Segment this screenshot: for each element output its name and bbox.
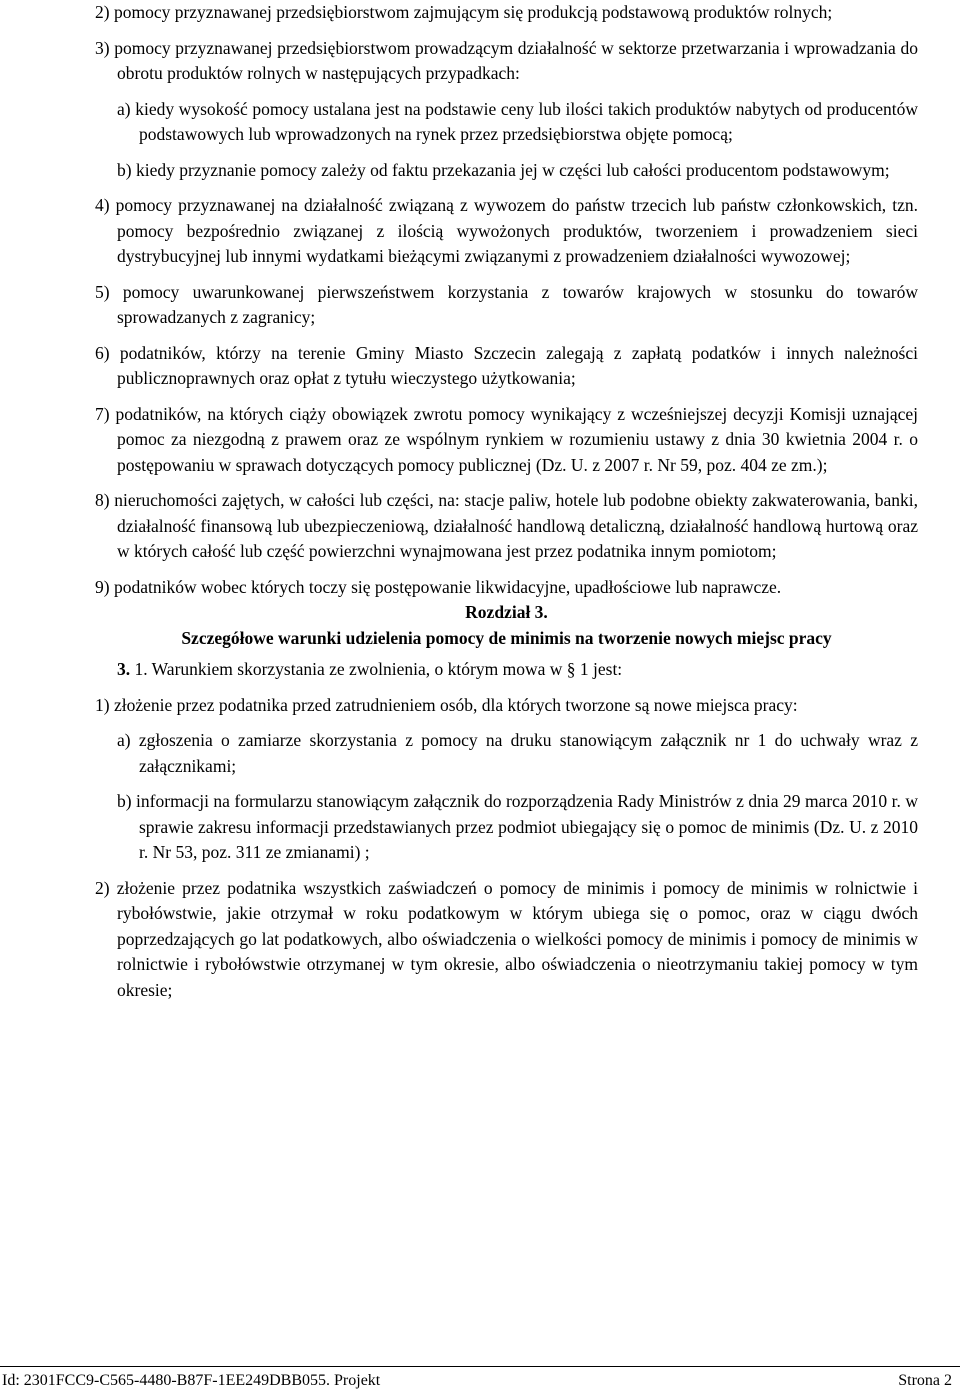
list-item: 4) pomocy przyznawanej na działalność związaną z wywozem do państw trzecich lub państw członkowskich, tzn. pomocy bezpośrednio związanej z ilością wywożonych produktów, tworzeniem i prowadzeniem sieci dystrybucyjnej lub innymi wydatkami bieżącymi związanymi z prowadzeniem działalności wywozowej; xyxy=(95,195,918,266)
list-item: b) kiedy przyznanie pomocy zależy od faktu przekazania jej w części lub całości producentom podstawowym; xyxy=(117,159,890,180)
list-item: b) informacji na formularzu stanowiącym załącznik do rozporządzenia Rady Ministrów z dnia 29 marca 2010 r. w sprawie zakresu informacji przedstawianych przez podmiot ubiegający się o pomoc de minimis (Dz. U. z 2010 r. Nr 53, poz. 311 ze zmianami) ; xyxy=(117,791,918,862)
list-item: 2) pomocy przyznawanej przedsiębiorstwom zajmującym się produkcją podstawową produktów rolnych; xyxy=(95,2,833,22)
paragraph-number: 3. xyxy=(117,659,131,679)
list-item: 2) złożenie przez podatnika wszystkich zaświadczeń o pomocy de minimis i pomocy de minimis w rolnictwie i rybołówstwie, jakie otrzymał w roku podatkowym w którym ubiega się o pomoc, oraz w ciągu dwóch poprzedzających go lat podatkowych, albo oświadczenia o wielkości pomocy de minimis i pomocy de minimis w rolnictwie i rybołówstwie otrzymanej w tym okresie, albo oświadczenia o nieotrzymaniu takiej pomocy w tym okresie; xyxy=(95,877,918,1000)
list-item: 8) nieruchomości zajętych, w całości lub części, na: stacje paliw, hotele lub podobne obiekty zakwaterowania, banki, działalność finansową lub ubezpieczeniową, działalność handlową detaliczną, działalność handlową hurtową oraz w których całość lub część powierzchni wynajmowana jest przez podatnika innym pomiotom; xyxy=(95,490,918,561)
chapter-title: Rozdział 3. xyxy=(465,602,548,622)
exclusion-list xyxy=(95,0,918,600)
list-item: 5) pomocy uwarunkowanej pierwszeństwem korzystania z towarów krajowych w stosunku do towarów sprowadzanych z zagranicy; xyxy=(95,281,918,327)
list-item: 6) podatników, którzy na terenie Gminy Miasto Szczecin zalegają z zapłatą podatków i innych należności publicznoprawnych oraz opłat z tytułu wieczystego użytkowania; xyxy=(95,342,918,388)
chapter-subtitle: Szczegółowe warunki udzielenia pomocy de minimis na tworzenie nowych miejsc pracy xyxy=(181,627,832,648)
list-item: 7) podatników, na których ciąży obowiązek zwrotu pomocy wynikający z wcześniejszej decyzji Komisji uznającej pomoc za niezgodną z prawem oraz ze wspólnym rynkiem w rozumieniu ustawy z dnia 30 kwietnia 2004 r. o postępowaniu w sprawach dotyczących pomocy publicznej (Dz. U. z 2007 r. Nr 59, poz. 404 ze zm.); xyxy=(95,403,918,475)
list-item: 9) podatników wobec których toczy się postępowanie likwidacyjne, upadłościowe lub naprawcze. xyxy=(95,576,782,597)
list-item: a) kiedy wysokość pomocy ustalana jest na podstawie ceny lub ilości takich produktów nabytych od producentów podstawowych lub wprowadzonych na rynek przez przedsiębiorstwa objęte pomocą; xyxy=(117,98,918,144)
page-number: Strona 2 xyxy=(898,1372,952,1389)
list-item: 1) złożenie przez podatnika przed zatrudnieniem osób, dla których tworzone są nowe miejsca pracy: xyxy=(95,694,798,715)
document-body xyxy=(95,0,918,1003)
conditions-list xyxy=(95,693,918,1004)
paragraph-text: 1. Warunkiem skorzystania ze zwolnienia, o którym mowa w § 1 jest: xyxy=(130,659,623,679)
document-id: Id: 2301FCC9-C565-4480-B87F-1EE249DBB055. Projekt xyxy=(2,1372,381,1389)
paragraph-3-intro xyxy=(95,657,918,683)
list-item: a) zgłoszenia o zamiarze skorzystania z pomocy na druku stanowiącym załącznik nr 1 do uchwały wraz z załącznikami; xyxy=(117,730,918,776)
list-item: 3) pomocy przyznawanej przedsiębiorstwom prowadzącym działalność w sektorze przetwarzania i wprowadzania do obrotu produktów rolnych w następujących przypadkach: xyxy=(95,37,918,83)
page-footer xyxy=(0,1366,960,1389)
